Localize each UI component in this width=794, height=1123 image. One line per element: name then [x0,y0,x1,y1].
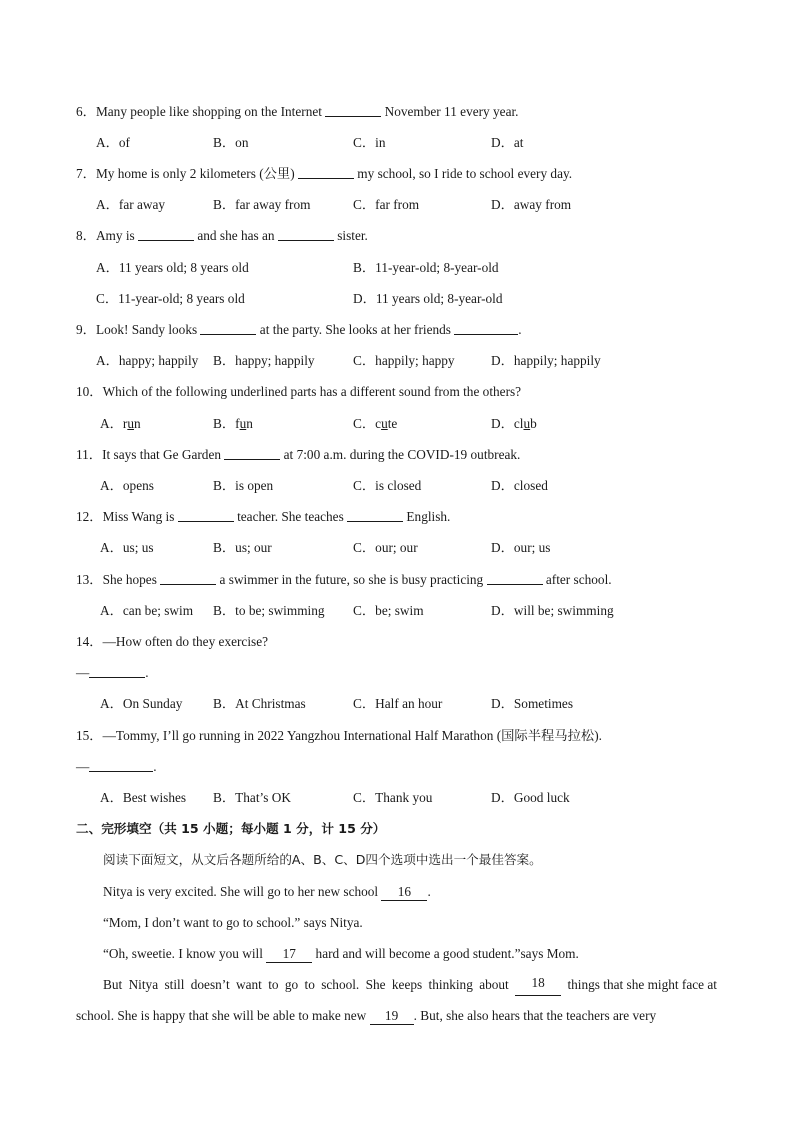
option-d[interactable]: D．club [491,416,537,431]
cloze-blank-18[interactable]: 18 [515,974,561,996]
question-14-reply: — . [76,665,149,680]
option-b[interactable]: B．is open [213,478,274,493]
question-13: 13．She hopes a swimmer in the future, so she is busy practicing after school. [76,572,612,587]
answer-blank [298,164,354,179]
option-d[interactable]: D．Good luck [491,790,570,805]
question-15-reply: — . [76,759,157,774]
option-c[interactable]: C．Thank you [353,790,433,805]
option-c[interactable]: C．11-year-old; 8 years old [96,291,245,306]
question-15-options [0,787,794,809]
question-10-options [0,413,794,435]
question-12-options [0,537,794,559]
option-a[interactable]: A．11 years old; 8 years old [96,260,249,275]
question-11: 11．It says that Ge Garden at 7:00 a.m. during the COVID-19 outbreak. [76,447,521,462]
option-a[interactable]: A．run [100,416,141,431]
option-d[interactable]: D．away from [491,197,572,212]
question-14: 14．—How often do they exercise? [76,634,269,649]
cloze-blank-16[interactable]: 16 [381,883,427,901]
option-c[interactable]: C．is closed [353,478,422,493]
option-b[interactable]: B．11-year-old; 8-year-old [353,260,499,275]
option-c[interactable]: C．cute [353,416,398,431]
answer-blank [200,320,256,335]
question-7: 7．My home is only 2 kilometers (公里) my school, so I ride to school every day. [76,166,573,181]
option-b[interactable]: B．At Christmas [213,696,306,711]
underlined-letter: u [381,416,388,431]
underlined-letter: u [127,416,134,431]
cloze-blank-17[interactable]: 17 [266,945,312,963]
option-d[interactable]: D．happily; happily [491,353,601,368]
question-13-options [0,600,794,622]
option-b[interactable]: B．to be; swimming [213,603,325,618]
question-8: 8．Amy is and she has an sister. [76,228,368,243]
section-instruction: 阅读下面短文，从文后各题所给的A、B、C、D四个选项中选出一个最佳答案。 [103,852,542,867]
option-b[interactable]: B．far away from [213,197,311,212]
question-8-options-row1 [0,257,794,279]
option-d[interactable]: D．11 years old; 8-year-old [353,291,503,306]
passage-paragraph-4: But Nitya still doesn’t want to go to school. She keeps thinking about 18 things that she might face at [0,974,717,996]
answer-blank [487,570,543,585]
answer-blank [325,102,381,117]
question-6-options [0,132,794,154]
question-9-options [0,350,794,372]
passage-paragraph-3: “Oh, sweetie. I know you will 17 hard and will become a good student.”says Mom. [103,946,579,961]
passage-paragraph-1: Nitya is very excited. She will go to her new school 16 . [103,884,431,899]
question-7-options [0,194,794,216]
option-b[interactable]: B．on [213,135,249,150]
option-a[interactable]: A．of [96,135,130,150]
underlined-letter: u [239,416,247,431]
option-d[interactable]: D．closed [491,478,548,493]
option-c[interactable]: C．happily; happy [353,353,455,368]
passage-paragraph-2: “Mom, I don’t want to go to school.” says Nitya. [103,915,363,930]
option-d[interactable]: D．will be; swimming [491,603,614,618]
answer-blank [160,570,216,585]
answer-blank [89,663,145,678]
option-b[interactable]: B．fun [213,416,253,431]
option-a[interactable]: A．On Sunday [100,696,183,711]
option-b[interactable]: B．happy; happily [213,353,315,368]
question-10: 10．Which of the following underlined parts has a different sound from the others? [76,384,522,399]
option-c[interactable]: C．our; our [353,540,418,555]
option-a[interactable]: A．us; us [100,540,154,555]
option-a[interactable]: A．far away [96,197,166,212]
option-a[interactable]: A．opens [100,478,154,493]
underlined-letter: u [523,416,531,431]
answer-blank [138,226,194,241]
option-d[interactable]: D．Sometimes [491,696,573,711]
answer-blank [278,226,334,241]
question-15: 15．—Tommy, I’ll go running in 2022 Yangzhou International Half Marathon (国际半程马拉松). [76,728,602,743]
passage-paragraph-4-continued: school. She is happy that she will be able to make new 19 . But, she also hears that the teachers are very [76,1008,657,1023]
question-8-options-row2 [0,288,794,310]
option-c[interactable]: C．far from [353,197,420,212]
question-6: 6．Many people like shopping on the Internet November 11 every year. [76,104,519,119]
question-9: 9．Look! Sandy looks at the party. She looks at her friends . [76,322,522,337]
option-c[interactable]: C．in [353,135,386,150]
answer-blank [454,320,518,335]
option-d[interactable]: D．at [491,135,524,150]
option-c[interactable]: C．Half an hour [353,696,443,711]
question-12: 12．Miss Wang is teacher. She teaches English. [76,509,451,524]
cloze-blank-19[interactable]: 19 [370,1007,414,1025]
option-b[interactable]: B．That’s OK [213,790,291,805]
answer-blank [178,507,234,522]
question-11-options [0,475,794,497]
question-14-options [0,693,794,715]
answer-blank [224,445,280,460]
option-a[interactable]: A．happy; happily [96,353,199,368]
option-a[interactable]: A．can be; swim [100,603,194,618]
answer-blank [347,507,403,522]
option-d[interactable]: D．our; us [491,540,551,555]
option-b[interactable]: B．us; our [213,540,272,555]
option-a[interactable]: A．Best wishes [100,790,187,805]
answer-blank [89,757,153,772]
section-heading: 二、完形填空（共 15 小题；每小题 1 分，计 15 分） [76,821,386,836]
option-c[interactable]: C．be; swim [353,603,424,618]
